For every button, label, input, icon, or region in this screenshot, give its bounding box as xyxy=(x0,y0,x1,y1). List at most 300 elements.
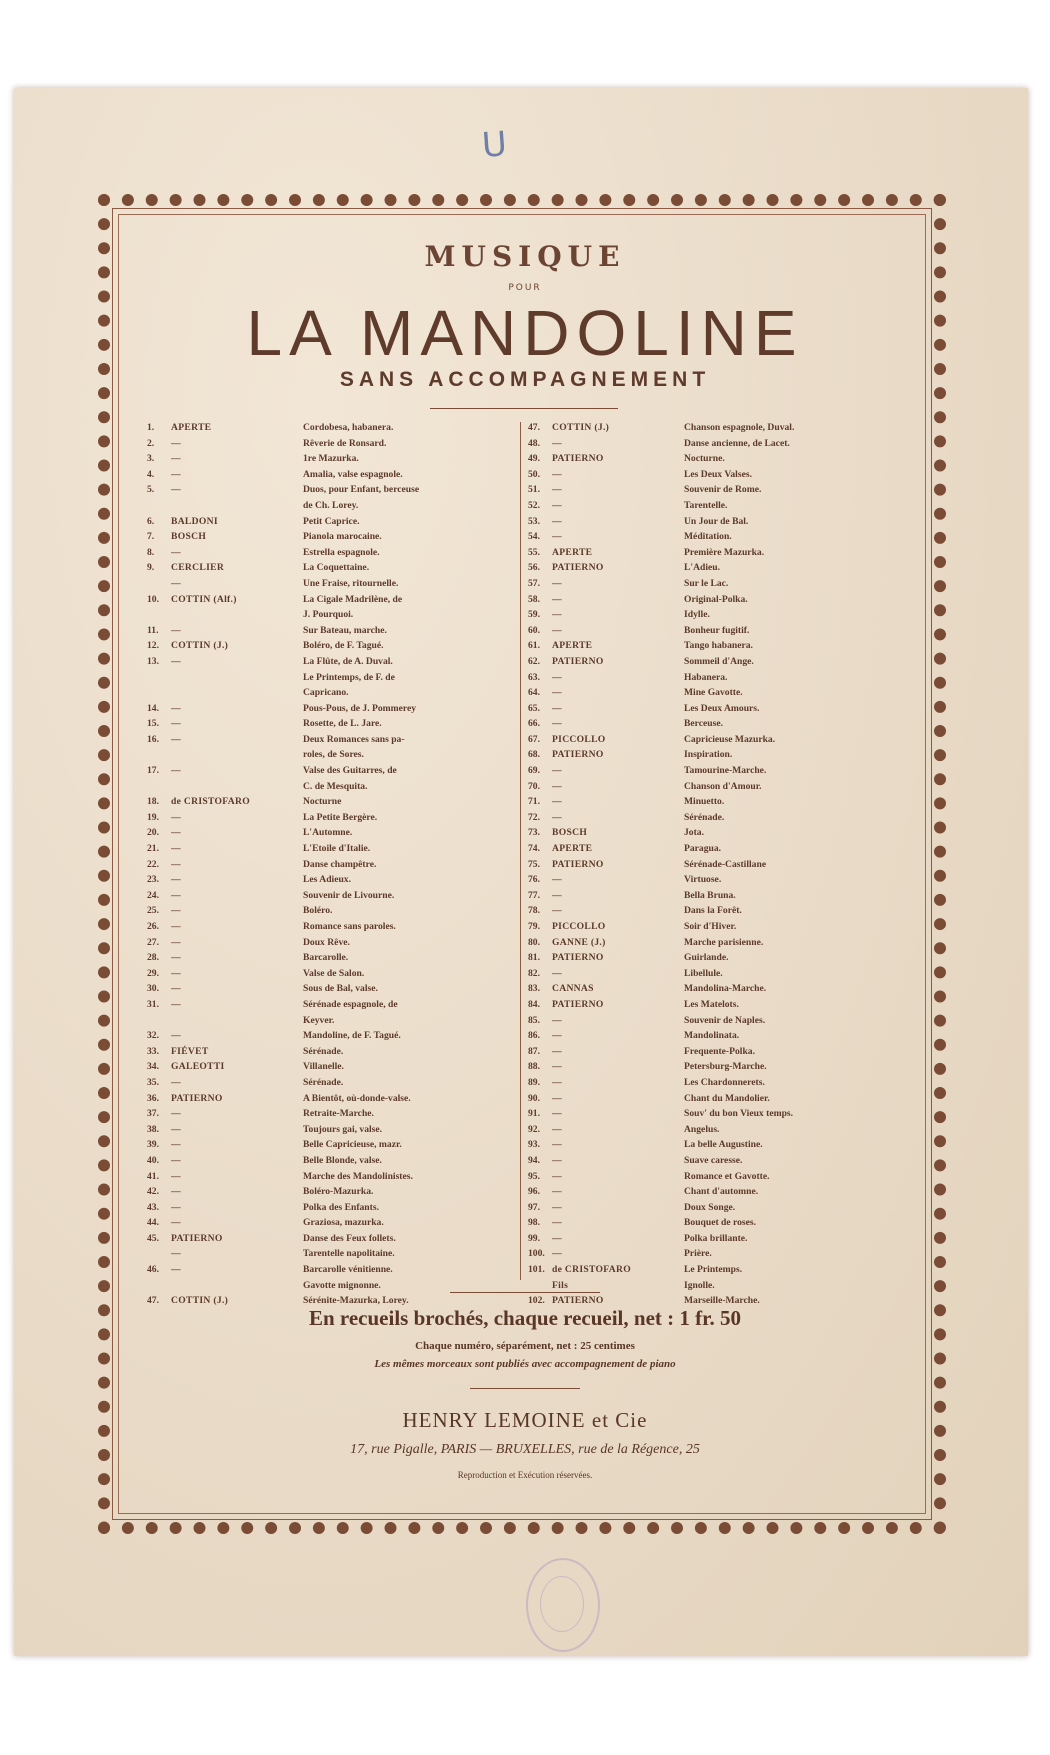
entry-title: Première Mazurka. xyxy=(684,546,765,558)
catalogue-entry xyxy=(528,1169,908,1185)
entry-composer: — xyxy=(552,1139,562,1151)
entry-composer: — xyxy=(171,843,181,855)
entry-title: J. Pourquoi. xyxy=(303,609,354,621)
entry-composer: — xyxy=(552,687,562,699)
entry-title: Inspiration. xyxy=(684,749,733,761)
entry-number: 90. xyxy=(528,1092,540,1104)
entry-composer: — xyxy=(552,1108,562,1120)
catalogue-entry xyxy=(528,560,908,576)
entry-title: Pous-Pous, de J. Pommerey xyxy=(303,702,417,714)
heading-pour: POUR xyxy=(508,283,542,293)
entry-number: 82. xyxy=(528,967,540,979)
entry-composer: — xyxy=(552,1030,562,1042)
entry-composer: — xyxy=(552,765,562,777)
entry-title: Chant d'automne. xyxy=(684,1186,759,1198)
entry-number: 32. xyxy=(147,1030,159,1042)
entry-number: 41. xyxy=(147,1170,159,1182)
entry-title: Chanson espagnole, Duval. xyxy=(684,422,795,433)
entry-title: Le Printemps. xyxy=(684,1264,743,1276)
catalogue-entry xyxy=(528,436,908,452)
entry-title: C. de Mesquita. xyxy=(303,780,368,792)
entry-title: Bouquet de roses. xyxy=(684,1217,757,1229)
catalogue-entry xyxy=(528,654,908,670)
entry-composer: — xyxy=(171,1123,181,1135)
library-stamp xyxy=(526,1558,600,1652)
entry-composer: COTTIN (J.) xyxy=(171,1295,229,1307)
entry-number: 34. xyxy=(147,1061,159,1073)
entry-title: Sérénade. xyxy=(684,811,725,823)
entry-number: 76. xyxy=(528,874,540,886)
entry-title: Sérénade-Castillane xyxy=(684,858,767,870)
catalogue-entry xyxy=(147,498,517,514)
entry-number: 31. xyxy=(147,998,159,1010)
entry-number: 24. xyxy=(147,889,159,901)
catalogue-entry xyxy=(528,529,908,545)
entry-number: 10. xyxy=(147,593,159,605)
entry-composer: — xyxy=(552,437,562,449)
entry-number: 23. xyxy=(147,874,159,886)
entry-composer: — xyxy=(552,1123,562,1135)
entry-title: Boléro. xyxy=(303,905,333,917)
entry-number: 58. xyxy=(528,593,540,605)
entry-number: 27. xyxy=(147,936,159,948)
catalogue-entry xyxy=(147,436,517,452)
catalogue-entry xyxy=(528,779,908,795)
catalogue-entry xyxy=(147,1122,517,1138)
entry-title: Deux Romances sans pa- xyxy=(303,733,405,745)
entry-number: 42. xyxy=(147,1186,159,1198)
entry-composer: — xyxy=(171,468,181,480)
catalogue-entry xyxy=(147,794,517,810)
entry-composer: — xyxy=(552,889,562,901)
catalogue-entry xyxy=(528,950,908,966)
catalogue-entry xyxy=(147,966,517,982)
entry-title: Les Chardonnerets. xyxy=(684,1076,765,1088)
entry-composer: — xyxy=(171,765,181,777)
entry-title: Jota. xyxy=(684,827,704,839)
catalogue-entry xyxy=(528,825,908,841)
entry-composer: BOSCH xyxy=(552,827,588,839)
entry-composer: — xyxy=(171,733,181,745)
entry-composer: PATIERNO xyxy=(552,655,604,667)
entry-composer: — xyxy=(552,905,562,917)
entry-number xyxy=(147,1013,171,1029)
entry-number: 56. xyxy=(528,562,540,574)
entry-title: La belle Augustine. xyxy=(684,1139,763,1151)
entry-title: Idylle. xyxy=(684,609,710,621)
entry-title: Guirlande. xyxy=(684,952,729,964)
entry-number: 2. xyxy=(147,437,155,449)
catalogue-entry xyxy=(528,888,908,904)
entry-composer xyxy=(171,607,303,623)
entry-number: 59. xyxy=(528,609,540,621)
catalogue-entry xyxy=(528,747,908,763)
entry-title: Sommeil d'Ange. xyxy=(684,655,754,667)
entry-number: 54. xyxy=(528,531,540,543)
catalogue-entry xyxy=(147,810,517,826)
catalogue-entry xyxy=(528,1028,908,1044)
entry-number: 47. xyxy=(147,1295,159,1307)
entry-composer: — xyxy=(171,811,181,823)
catalogue-entry xyxy=(528,1059,908,1075)
catalogue-entry xyxy=(147,1262,517,1278)
entry-title: Nocturne xyxy=(303,796,342,808)
entry-title: Belle Blonde, valse. xyxy=(303,1154,382,1166)
catalogue-entry xyxy=(528,1215,908,1231)
catalogue-entry xyxy=(147,638,517,654)
catalogue-entry xyxy=(528,997,908,1013)
entry-number: 30. xyxy=(147,983,159,995)
entry-title: Paragua. xyxy=(684,843,722,855)
entry-composer: — xyxy=(552,796,562,808)
entry-number: 52. xyxy=(528,499,540,511)
entry-number: 44. xyxy=(147,1217,159,1229)
entry-number: 92. xyxy=(528,1123,540,1135)
entry-composer: — xyxy=(171,967,181,979)
entry-title: 1re Mazurka. xyxy=(303,453,359,465)
catalogue-entry xyxy=(147,529,517,545)
entry-composer: — xyxy=(552,967,562,979)
entry-composer: — xyxy=(552,702,562,714)
entry-number: 61. xyxy=(528,640,540,652)
entry-number: 101. xyxy=(528,1264,545,1276)
catalogue-entry xyxy=(528,1200,908,1216)
entry-composer: — xyxy=(171,702,181,714)
entry-composer: CANNAS xyxy=(552,983,594,995)
catalogue-entry xyxy=(528,670,908,686)
entry-number: 89. xyxy=(528,1076,540,1088)
entry-composer: FIÉVET xyxy=(171,1045,209,1057)
catalogue-entry xyxy=(528,935,908,951)
entry-number xyxy=(147,670,171,686)
catalogue-entry xyxy=(528,1262,908,1278)
entry-number: 67. xyxy=(528,733,540,745)
entry-composer: — xyxy=(171,1217,181,1229)
entry-number: 87. xyxy=(528,1045,540,1057)
entry-title: Berceuse. xyxy=(684,718,723,730)
catalogue-entry xyxy=(147,1200,517,1216)
entry-composer: PATIERNO xyxy=(171,1092,223,1104)
entry-title: Bonheur fugitif. xyxy=(684,624,750,636)
entry-number: 12. xyxy=(147,640,159,652)
entry-composer: — xyxy=(171,718,181,730)
rights-notice: Reproduction et Exécution réservées. xyxy=(457,1470,593,1480)
entry-title: Sur Bateau, marche. xyxy=(303,624,387,636)
entry-title: Sérénade. xyxy=(303,1045,344,1057)
catalogue-entry xyxy=(147,825,517,841)
entry-composer xyxy=(171,1278,303,1294)
entry-composer: — xyxy=(552,780,562,792)
catalogue-entry xyxy=(147,1153,517,1169)
catalogue-entry xyxy=(147,545,517,561)
entry-composer: — xyxy=(552,1092,562,1104)
entry-number: 16. xyxy=(147,733,159,745)
entry-number: 33. xyxy=(147,1045,159,1057)
entry-composer: — xyxy=(171,1201,181,1213)
entry-composer: PICCOLLO xyxy=(552,921,606,932)
catalogue-entry xyxy=(147,623,517,639)
entry-composer: — xyxy=(552,484,562,496)
entry-composer: — xyxy=(171,546,181,558)
catalogue-entry xyxy=(147,685,517,701)
entry-title: Pianola marocaine. xyxy=(303,531,382,543)
entry-number: 20. xyxy=(147,827,159,839)
page-title: LA MANDOLINE xyxy=(246,297,804,369)
entry-number: 39. xyxy=(147,1139,159,1151)
entry-number: 71. xyxy=(528,796,540,808)
publisher-rule xyxy=(470,1388,580,1389)
entry-title: Dans la Forêt. xyxy=(684,905,742,917)
entry-number: 66. xyxy=(528,718,540,730)
catalogue-entry xyxy=(147,1184,517,1200)
entry-title: Graziosa, mazurka. xyxy=(303,1217,384,1229)
entry-number: 14. xyxy=(147,702,159,714)
entry-title: Nocturne. xyxy=(684,453,725,465)
entry-title: Cordobesa, habanera. xyxy=(303,422,394,433)
entry-composer: CERCLIER xyxy=(171,562,225,574)
entry-number xyxy=(147,498,171,514)
catalogue-entry xyxy=(528,638,908,654)
entry-title: Libellule. xyxy=(684,967,723,979)
entry-title: L'Adieu. xyxy=(684,562,720,574)
entry-title: Boléro, de F. Tagué. xyxy=(303,640,384,652)
entry-title: Virtuose. xyxy=(684,874,722,886)
entry-composer: — xyxy=(552,609,562,621)
catalogue-entry xyxy=(147,1013,517,1029)
publisher-name: HENRY LEMOINE et Cie xyxy=(402,1408,648,1432)
entry-composer xyxy=(171,685,303,701)
entry-number xyxy=(147,607,171,623)
entry-number xyxy=(528,1278,552,1294)
entry-number xyxy=(147,747,171,763)
catalogue-entry xyxy=(147,654,517,670)
catalogue-entry xyxy=(528,857,908,873)
entry-composer xyxy=(171,670,303,686)
entry-number: 57. xyxy=(528,577,540,589)
entry-title: Doux Rêve. xyxy=(303,936,350,948)
catalogue-entry xyxy=(528,1013,908,1029)
catalogue-entry xyxy=(147,872,517,888)
entry-title: Tarentelle. xyxy=(684,499,728,511)
entry-title: Souv' du bon Vieux temps. xyxy=(684,1108,794,1120)
entry-title: Capricieuse Mazurka. xyxy=(684,733,776,745)
entry-composer: — xyxy=(171,858,181,870)
entry-number: 98. xyxy=(528,1217,540,1229)
catalogue-entry xyxy=(147,763,517,779)
catalogue-entry xyxy=(147,857,517,873)
entry-composer: — xyxy=(171,624,181,636)
entry-composer: — xyxy=(171,484,181,496)
entry-title: Angelus. xyxy=(684,1123,720,1135)
entry-title: La Cigale Madrilène, de xyxy=(303,593,403,605)
entry-composer: — xyxy=(171,952,181,964)
entry-title: Mandolina-Marche. xyxy=(684,983,767,995)
entry-title: Sérénade. xyxy=(303,1076,344,1088)
entry-composer: — xyxy=(552,1232,562,1244)
catalogue-entry xyxy=(147,451,517,467)
catalogue-entry xyxy=(147,981,517,997)
catalogue-entry xyxy=(147,888,517,904)
entry-number: 51. xyxy=(528,484,540,496)
entry-composer: — xyxy=(552,577,562,589)
catalogue-entry xyxy=(528,1122,908,1138)
entry-composer: — xyxy=(171,453,181,465)
entry-composer: PATIERNO xyxy=(552,952,604,964)
entry-number: 78. xyxy=(528,905,540,917)
catalogue-entry xyxy=(147,997,517,1013)
entry-composer: — xyxy=(171,1264,181,1276)
entry-composer xyxy=(171,779,303,795)
catalogue-entry xyxy=(147,1091,517,1107)
catalogue-entry xyxy=(147,1044,517,1060)
catalogue-entry xyxy=(528,467,908,483)
entry-composer: PATIERNO xyxy=(552,1295,604,1307)
catalogue-entry xyxy=(528,1044,908,1060)
catalogue-entry xyxy=(528,545,908,561)
entry-composer: — xyxy=(171,889,181,901)
catalogue-entry xyxy=(528,1231,908,1247)
entry-title: Sous de Bal, valse. xyxy=(303,983,378,995)
entry-title: Méditation. xyxy=(684,531,732,543)
catalogue-entry xyxy=(147,1059,517,1075)
catalogue-entry xyxy=(528,701,908,717)
entry-number: 77. xyxy=(528,889,540,901)
entry-title: Boléro-Mazurka. xyxy=(303,1186,374,1198)
entry-title: Mine Gavotte. xyxy=(684,687,743,699)
catalogue-entry xyxy=(528,1246,908,1262)
entry-title: Les Matelots. xyxy=(684,998,739,1010)
entry-title: Capricano. xyxy=(303,687,349,699)
catalogue-entry xyxy=(528,732,908,748)
entry-title: Les Deux Valses. xyxy=(684,468,752,480)
entry-composer: — xyxy=(171,1248,181,1260)
catalogue-entry xyxy=(528,498,908,514)
entry-composer: BALDONI xyxy=(171,515,218,527)
entry-number: 47. xyxy=(528,422,540,433)
entry-number xyxy=(147,1278,171,1294)
entry-composer: GANNE (J.) xyxy=(552,936,606,948)
entry-title: Rosette, de L. Jare. xyxy=(303,718,382,730)
entry-composer: — xyxy=(552,874,562,886)
entry-title: Belle Capricieuse, mazr. xyxy=(303,1139,402,1151)
entry-number: 97. xyxy=(528,1201,540,1213)
entry-composer xyxy=(171,747,303,763)
entry-number: 91. xyxy=(528,1108,540,1120)
price-line: En recueils brochés, chaque recueil, net : 1 fr. 50 xyxy=(308,1306,742,1330)
publisher-address: 17, rue Pigalle, PARIS — BRUXELLES, rue de la Régence, 25 xyxy=(350,1442,700,1457)
catalogue-entry xyxy=(528,1137,908,1153)
entry-composer: — xyxy=(171,827,181,839)
entry-title: Romance sans paroles. xyxy=(303,921,396,932)
entry-composer: — xyxy=(552,593,562,605)
entry-title: Danse champêtre. xyxy=(303,858,377,870)
entry-title: Bella Bruna. xyxy=(684,889,736,901)
entry-composer: — xyxy=(552,1186,562,1198)
catalogue-entry xyxy=(147,935,517,951)
entry-number: 96. xyxy=(528,1186,540,1198)
catalogue-entry xyxy=(147,841,517,857)
entry-title: Habanera. xyxy=(684,671,728,683)
catalogue-entry xyxy=(528,981,908,997)
entry-number: 55. xyxy=(528,546,540,558)
entry-title: Retraite-Marche. xyxy=(303,1108,374,1120)
entry-title: Danse ancienne, de Lacet. xyxy=(684,437,790,449)
catalogue-entry xyxy=(147,779,517,795)
entry-number: 49. xyxy=(528,453,540,465)
catalogue-entry xyxy=(528,966,908,982)
price-rule xyxy=(450,1292,600,1293)
entry-title: Rêverie de Ronsard. xyxy=(303,437,387,449)
entry-composer: — xyxy=(171,983,181,995)
entry-number: 64. xyxy=(528,687,540,699)
catalogue-left-column xyxy=(147,420,517,1309)
entry-title: Sérénite-Mazurka, Lorey. xyxy=(303,1295,409,1307)
catalogue-entry xyxy=(528,919,908,935)
catalogue-entry xyxy=(528,685,908,701)
entry-number: 70. xyxy=(528,780,540,792)
catalogue-entry xyxy=(528,716,908,732)
entry-number: 93. xyxy=(528,1139,540,1151)
catalogue-entry xyxy=(528,872,908,888)
entry-composer: — xyxy=(171,577,181,589)
catalogue-entry xyxy=(528,1091,908,1107)
entry-composer: — xyxy=(171,905,181,917)
heading-musique: MUSIQUE xyxy=(424,240,626,273)
catalogue-entry xyxy=(528,841,908,857)
catalogue-entry xyxy=(147,1215,517,1231)
entry-composer: — xyxy=(552,499,562,511)
entry-number: 25. xyxy=(147,905,159,917)
entry-composer: — xyxy=(552,1170,562,1182)
entry-title: La Flûte, de A. Duval. xyxy=(303,655,393,667)
entry-title: Les Deux Amours. xyxy=(684,702,760,714)
entry-number: 43. xyxy=(147,1201,159,1213)
entry-number: 83. xyxy=(528,983,540,995)
entry-title: L'Etoile d'Italie. xyxy=(303,843,371,855)
entry-number: 35. xyxy=(147,1076,159,1088)
entry-title: Valse de Salon. xyxy=(303,967,365,979)
catalogue-entry xyxy=(147,1075,517,1091)
entry-number: 100. xyxy=(528,1248,545,1260)
catalogue-entry xyxy=(528,420,908,436)
entry-number: 28. xyxy=(147,952,159,964)
entry-title: Une Fraise, ritournelle. xyxy=(303,577,399,589)
entry-title: de Ch. Lorey. xyxy=(303,499,359,511)
catalogue-entry xyxy=(147,1231,517,1247)
entry-number: 68. xyxy=(528,749,540,761)
entry-title: Keyver. xyxy=(303,1014,335,1026)
entry-composer: — xyxy=(171,998,181,1010)
entry-title: Amalia, valse espagnole. xyxy=(303,468,403,480)
catalogue-entry xyxy=(147,576,517,592)
entry-title: Souvenir de Naples. xyxy=(684,1014,766,1026)
entry-composer: — xyxy=(171,1170,181,1182)
entry-composer: PATIERNO xyxy=(552,453,604,465)
entry-number: 50. xyxy=(528,468,540,480)
entry-number: 11. xyxy=(147,624,159,636)
entry-composer: — xyxy=(171,936,181,948)
entry-number: 21. xyxy=(147,843,159,855)
entry-title: Chant du Mandolier. xyxy=(684,1092,770,1104)
catalogue-entry xyxy=(147,467,517,483)
entry-number: 22. xyxy=(147,858,159,870)
catalogue-entry xyxy=(528,1278,908,1294)
entry-composer: — xyxy=(552,1201,562,1213)
entry-title: Chanson d'Amour. xyxy=(684,780,762,792)
entry-number: 86. xyxy=(528,1030,540,1042)
entry-title: Prière. xyxy=(684,1248,712,1260)
catalogue-right-column xyxy=(528,420,908,1309)
